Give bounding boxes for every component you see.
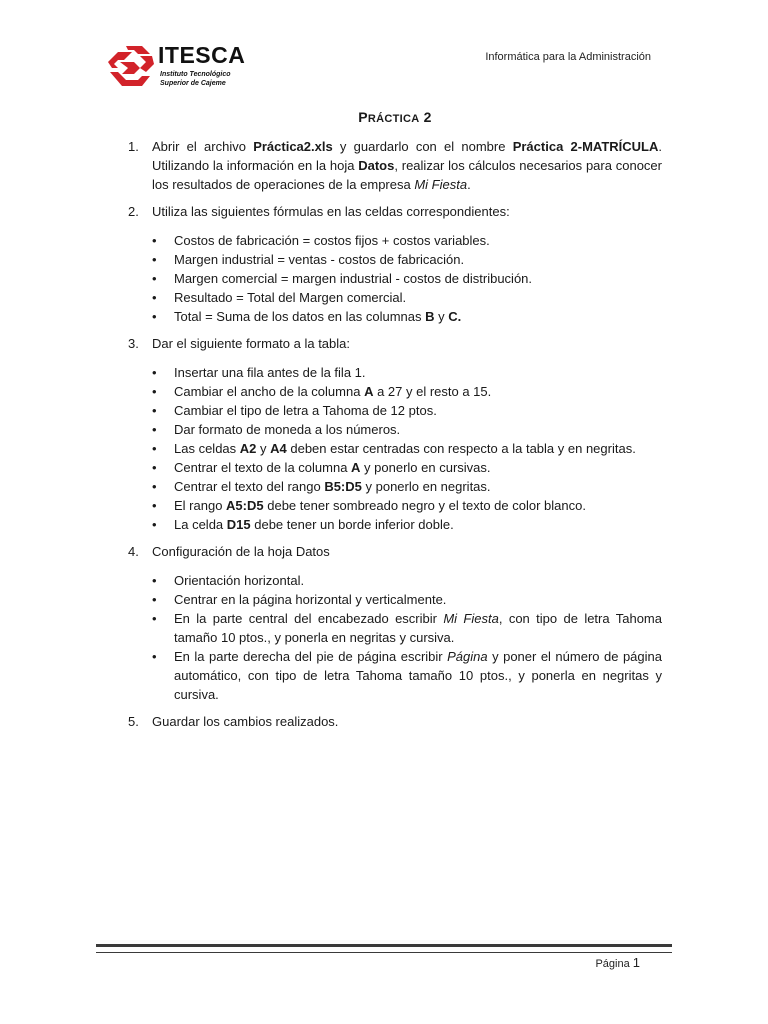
bold-text: Datos [358, 158, 395, 173]
bullet-item [152, 458, 662, 477]
text-run: , con tipo de letra Tahoma tamaño 10 ptos., y ponerla en negritas y cursiva. [174, 611, 662, 645]
bullet-list [152, 231, 662, 326]
bullet-item [152, 307, 662, 326]
page-header [0, 0, 768, 100]
text-run: Centrar el texto de la columna [174, 460, 352, 475]
step-number: 1. [128, 139, 139, 154]
bullet-item [152, 363, 662, 382]
bold-text: B [425, 309, 435, 324]
step-item [128, 542, 662, 704]
step-text [152, 334, 662, 353]
footer-page-label: Página [595, 958, 630, 970]
text-run: Cambiar el ancho de la columna [174, 384, 365, 399]
text-run: y ponerlo en negritas. [361, 479, 491, 494]
text-run: Centrar el texto del rango [174, 479, 325, 494]
step-text [152, 712, 662, 731]
bullet-icon: • [152, 233, 157, 248]
bullet-icon: • [152, 384, 157, 399]
page-footer [595, 955, 640, 970]
title-rest: RÁCTICA [367, 113, 420, 125]
bold-text: A2 [239, 441, 257, 456]
bold-text: D15 [226, 517, 251, 532]
bullet-item [152, 609, 662, 647]
bullet-icon: • [152, 498, 157, 513]
text-run: Dar el siguiente formato a la tabla: [152, 336, 350, 351]
step-text [152, 542, 662, 561]
text-run: En la parte central del encabezado escribir [174, 611, 444, 626]
text-run: La celda [174, 517, 227, 532]
bullet-icon: • [152, 592, 157, 607]
itesca-logo-mark-icon [104, 44, 156, 88]
text-run: deben estar centradas con respecto a la tabla y en negritas. [286, 441, 636, 456]
italic-text: Página [447, 649, 488, 664]
text-run: Total = Suma de los datos en las columnas [174, 309, 426, 324]
bullet-icon: • [152, 271, 157, 286]
step-number: 5. [128, 714, 139, 729]
bold-text: Práctica2.xls [253, 139, 333, 154]
step-number: 2. [128, 204, 139, 219]
bullet-icon: • [152, 611, 157, 626]
bullet-item [152, 515, 662, 534]
text-run: Margen industrial = ventas - costos de fabricación. [174, 252, 465, 267]
italic-text: Mi Fiesta [443, 611, 499, 626]
bullet-icon: • [152, 517, 157, 532]
text-run: debe tener sombreado negro y el texto de color blanco. [263, 498, 586, 513]
text-run: . Utilizando la información en la hoja [152, 139, 663, 173]
bullet-item [152, 288, 662, 307]
bullet-item [152, 420, 662, 439]
bullet-icon: • [152, 649, 157, 664]
bold-text: A4 [270, 441, 287, 456]
text-run: y ponerlo en cursivas. [360, 460, 491, 475]
logo-wordmark: ITESCA [158, 42, 246, 68]
text-run: Guardar los cambios realizados. [152, 714, 339, 729]
bold-text: A5:D5 [226, 498, 264, 513]
footer-page-number: 1 [632, 955, 640, 970]
step-text [152, 202, 662, 221]
italic-text: Mi Fiesta [414, 177, 468, 192]
text-run: Resultado = Total del Margen comercial. [174, 290, 407, 305]
bold-text: A [364, 384, 374, 399]
step-number: 3. [128, 336, 139, 351]
bullet-icon: • [152, 309, 157, 324]
text-run: Insertar una fila antes de la fila 1. [174, 365, 366, 380]
bold-text: A [351, 460, 361, 475]
text-run: . [467, 177, 471, 192]
bullet-item [152, 231, 662, 250]
bullet-icon: • [152, 252, 157, 267]
text-run: Margen comercial = margen industrial - costos de distribución. [174, 271, 533, 286]
text-run: y [256, 441, 271, 456]
bullet-list [152, 363, 662, 534]
bullet-icon: • [152, 290, 157, 305]
text-run: y [434, 309, 449, 324]
step-item [128, 334, 662, 534]
text-run: En la parte derecha del pie de página escribir [174, 649, 448, 664]
bullet-item [152, 496, 662, 515]
bullet-item [152, 269, 662, 288]
title-number: 2 [423, 109, 432, 125]
text-run: debe tener un borde inferior doble. [250, 517, 454, 532]
bullet-item [152, 590, 662, 609]
logo-subtitle-1: Instituto Tecnológico [160, 71, 231, 78]
bullet-icon: • [152, 441, 157, 456]
step-item [128, 137, 662, 194]
bold-text: C. [448, 309, 462, 324]
bullet-icon: • [152, 460, 157, 475]
text-run: Orientación horizontal. [174, 573, 305, 588]
step-item [128, 202, 662, 326]
instruction-list [128, 137, 662, 731]
text-run: Las celdas [174, 441, 240, 456]
text-run: Utiliza las siguientes fórmulas en las celdas correspondientes: [152, 204, 510, 219]
header-course-name: Informática para la Administración [485, 51, 651, 63]
title-initial: P [358, 109, 368, 125]
text-run: Centrar en la página horizontal y verticalmente. [174, 592, 447, 607]
bullet-item [152, 401, 662, 420]
text-run: Dar formato de moneda a los números. [174, 422, 401, 437]
bullet-item [152, 477, 662, 496]
bullet-item [152, 439, 662, 458]
text-run: a 27 y el resto a 15. [373, 384, 492, 399]
text-run: , realizar los cálculos necesarios para conocer los resultados de operaciones de la empresa [152, 158, 662, 192]
text-run: El rango [174, 498, 227, 513]
bullet-icon: • [152, 365, 157, 380]
text-run: y poner el número de página automático, con tipo de letra Tahoma tamaño 10 ptos., y ponerla en negritas y cursiva. [174, 649, 662, 702]
text-run: Configuración de la hoja Datos [152, 544, 330, 559]
text-run: Abrir el archivo [152, 139, 254, 154]
bold-text: B5:D5 [324, 479, 362, 494]
bullet-icon: • [152, 573, 157, 588]
bullet-icon: • [152, 479, 157, 494]
document-body [128, 108, 662, 739]
bullet-item [152, 250, 662, 269]
step-text [152, 137, 662, 194]
bold-text: Práctica 2-MATRÍCULA [512, 139, 659, 154]
text-run: Cambiar el tipo de letra a Tahoma de 12 ptos. [174, 403, 437, 418]
bullet-item [152, 571, 662, 590]
step-item [128, 712, 662, 731]
logo-subtitle-2: Superior de Cajeme [160, 80, 226, 87]
bullet-list [152, 571, 662, 704]
bullet-icon: • [152, 422, 157, 437]
step-number: 4. [128, 544, 139, 559]
text-run: y guardarlo con el nombre [332, 139, 513, 154]
bullet-item [152, 647, 662, 704]
text-run: Costos de fabricación = costos fijos + costos variables. [174, 233, 490, 248]
page-title [128, 108, 662, 129]
footer-divider [96, 944, 672, 953]
itesca-logo [104, 42, 254, 92]
bullet-item [152, 382, 662, 401]
bullet-icon: • [152, 403, 157, 418]
